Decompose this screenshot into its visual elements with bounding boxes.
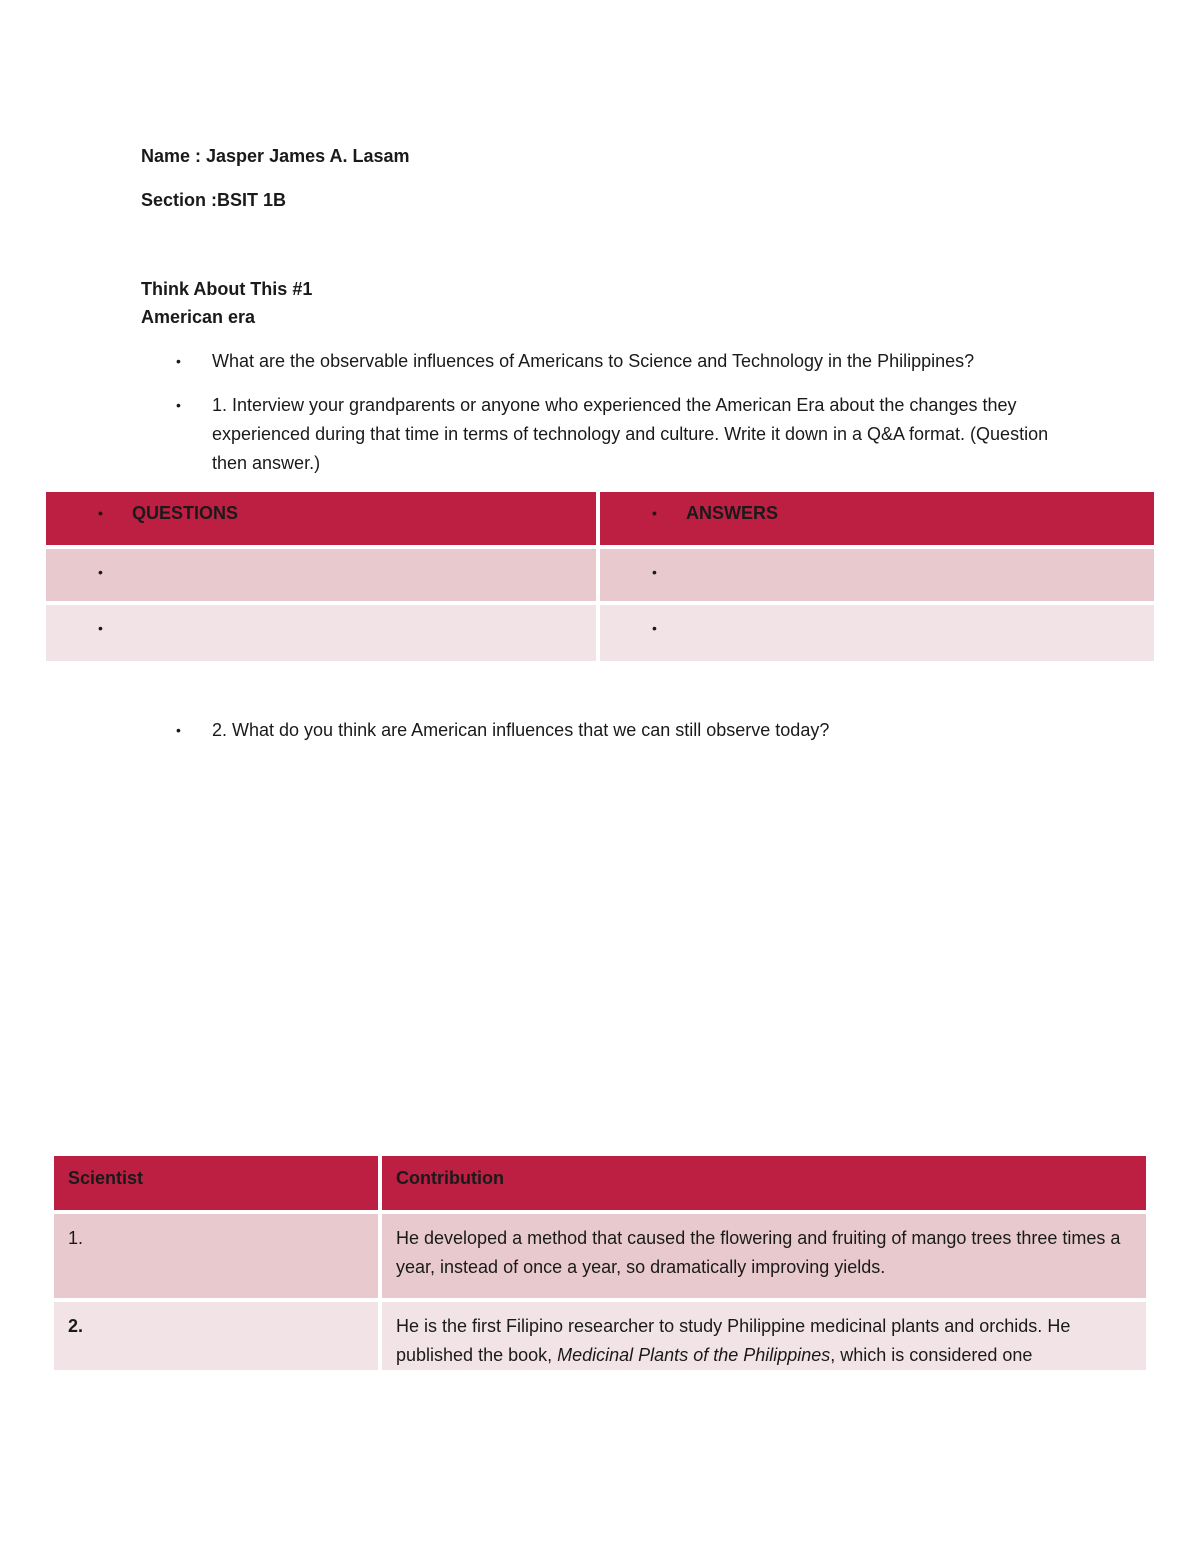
bullet-dot: • xyxy=(176,397,181,413)
scientist-cell[interactable] xyxy=(54,1302,382,1370)
contribution-text: He developed a method that caused the flowering and fruiting of mango trees three times a year, instead of once a year, so dramatically improving yields. xyxy=(396,1228,1121,1277)
contribution-text-post: , which is considered one xyxy=(830,1345,1033,1365)
bullet-dot: • xyxy=(176,722,181,738)
contribution-text xyxy=(382,1302,1146,1370)
scientist-number: 2. xyxy=(68,1316,84,1336)
student-section: Section :BSIT 1B xyxy=(141,190,287,210)
qa-header-answers xyxy=(600,492,1154,549)
scientist-table xyxy=(54,1156,1146,1370)
bullet-dot: • xyxy=(176,353,181,369)
contribution-text-pre: He is the first Filipino researcher to study Philippine medicinal plants and orchids. He published the book, xyxy=(396,1316,1071,1365)
qa-answer-cell[interactable] xyxy=(600,605,1154,661)
contribution-header-label: Contribution xyxy=(396,1168,504,1188)
qa-header-label: ANSWERS xyxy=(686,503,779,523)
qa-header-label: QUESTIONS xyxy=(132,503,239,523)
qa-table xyxy=(46,492,1154,661)
scientist-header xyxy=(54,1156,382,1214)
qa-header-questions xyxy=(46,492,600,549)
book-title: Medicinal Plants of the Philippines xyxy=(557,1345,831,1365)
question-2-text: 2. What do you think are American influences that we can still observe today? xyxy=(212,720,830,740)
contribution-header xyxy=(382,1156,1146,1214)
activity-subtitle: American era xyxy=(141,307,256,327)
activity-title: Think About This #1 xyxy=(141,279,313,299)
bullet-dot: • xyxy=(652,620,657,636)
contribution-cell xyxy=(382,1214,1146,1302)
bullet-dot: • xyxy=(652,505,657,521)
scientist-number: 1. xyxy=(68,1228,84,1248)
bullet-text: What are the observable influences of Americans to Science and Technology in the Philippines? xyxy=(212,351,975,371)
qa-answer-cell[interactable] xyxy=(600,549,1154,605)
contribution-cell xyxy=(382,1302,1146,1370)
qa-question-cell[interactable] xyxy=(46,605,600,661)
bullet-text: 1. Interview your grandparents or anyone who experienced the American Era about the changes they experienced during that time in terms of technology and culture. Write it down in a Q&A format. (Question then answer.) xyxy=(212,395,1049,473)
bullet-dot: • xyxy=(98,620,103,636)
scientist-header-label: Scientist xyxy=(68,1168,144,1188)
student-name: Name : Jasper James A. Lasam xyxy=(141,146,410,166)
bullet-dot: • xyxy=(98,564,103,580)
bullet-dot: • xyxy=(98,505,103,521)
qa-question-cell[interactable] xyxy=(46,549,600,605)
bullet-dot: • xyxy=(652,564,657,580)
scientist-cell[interactable] xyxy=(54,1214,382,1302)
